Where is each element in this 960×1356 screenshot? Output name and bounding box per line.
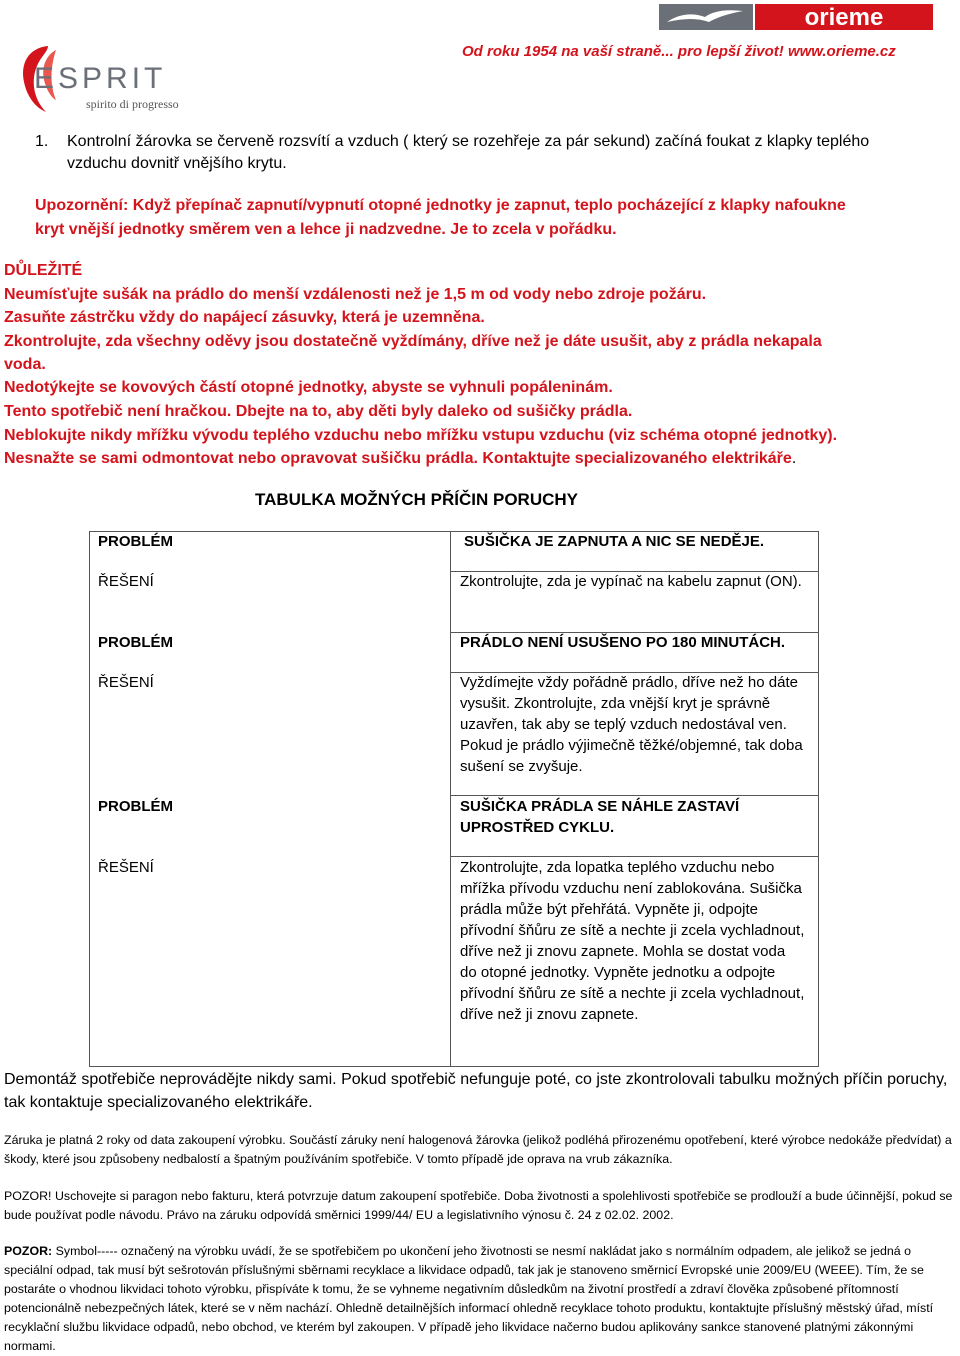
- important-item: Neblokujte nikdy mřížku vývodu teplého vzduchu nebo mřížku vstupu vzduchu (viz schéma otopné jednotky).: [4, 427, 838, 444]
- receipt-note: POZOR! Uschovejte si paragon nebo fakturu, která potvrzuje datum zakoupení spotřebiče. Doba životnosti a spolehlivosti spotřebiče se prodlouží a bude účinnější, pokud se bude používat podle návodu. Právo na záruku odpovídá směrnici 1999/44/ EU a legislativního výnosu č. 24 z 02.02. 2002.: [4, 1189, 953, 1222]
- solution-text: Vyždímejte vždy pořádně prádlo, dříve než ho dáte vysušit. Zkontrolujte, zda vnější kryt je správně uzavřen, tak aby se teplý vzduch nedostával ven. Pokud je prádlo výjimečně těžké/objemné, tak doba sušení se zvyšuje.: [460, 674, 803, 775]
- problem-text: PRÁDLO NENÍ USUŠENO PO 180 MINUTÁCH.: [460, 634, 786, 651]
- step-number: 1.: [35, 133, 49, 150]
- solution-text: Zkontrolujte, zda lopatka teplého vzduchu nebo mřížka přívodu vzduchu není zablokována. Sušička prádla může být přehřátá. Vypněte ji, odpojte přívodní šňůru ze sítě a nechte ji zcela vychladnout, dříve než ji znovu zapnete. Mohla se dostat voda do otopné jednotky. Vypněte jednotku a odpojte přívodní šňůru ze sítě a nechte ji zcela vychladnout, dříve než ji znovu zapnete.: [460, 859, 805, 1023]
- important-item: Tento spotřebič není hračkou. Dbejte na to, aby děti byly daleko od sušičky prádla.: [4, 403, 633, 420]
- warning-line1: Upozornění: Když přepínač zapnutí/vypnutí otopné jednotky je zapnut, teplo pocházející z klapky nafoukne: [35, 197, 846, 214]
- problem-text: SUŠIČKA JE ZAPNUTA A NIC SE NEDĚJE.: [464, 533, 765, 550]
- important-item: Nesnažte se sami odmontovat nebo opravovat sušičku prádla. Kontaktujte specializovaného elektrikáře.: [4, 450, 797, 467]
- step-text-line2: vzduchu dovnitř vnějšího krytu.: [67, 155, 287, 172]
- solution-label: ŘEŠENÍ: [98, 573, 154, 590]
- step-text-line1: Kontrolní žárovka se červeně rozsvítí a vzduch ( který se rozehřeje za pár sekund) začíná foukat z klapky teplého: [67, 133, 870, 150]
- disassembly-note: Demontáž spotřebiče neprovádějte nikdy sami. Pokud spotřebič nefunguje poté, co jste zkontrolovali tabulku možných příčin poruchy, tak kontaktuje specializovaného elektrikáře.: [4, 1071, 948, 1111]
- problem-label: PROBLÉM: [98, 533, 173, 550]
- important-item: voda.: [4, 356, 46, 373]
- important-item: Zkontrolujte, zda všechny oděvy jsou dostatečně vyždímány, dříve než je dáte usušit, aby z prádla nekapala: [4, 333, 822, 350]
- problem-label: PROBLÉM: [98, 798, 173, 815]
- troubleshooting-table: [89, 531, 819, 1067]
- warning-line2: kryt vnější jednotky směrem ven a lehce ji nadzvedne. Je to zcela v pořádku.: [35, 221, 617, 238]
- weee-note: POZOR: Symbol----- označený na výrobku uvádí, že se spotřebičem po ukončení jeho životnosti se nesmí nakládat jako s normálním odpadem, ale jelikož se jedná o speciální odpad, tak musí být sešrotován příslušnými sběrnami recyklace a likvidace odpadů, tak jak je stanoveno směrnicí Evropské unie 2009/EU (WEEE). Tím, že se postaráte o vhodnou likvidaci tohoto výrobku, přispíváte k tomu, že se vyhneme negativním důsledkům na životní prostředí a zdraví člověka způsobené přítomností potencionálně nebezpečných látek, které se v něm nachází. Ohledně detailnějších informací ohledně recyklace tohoto produktu, kontaktujte příslušný městský úřad, místí recyklační službu likvidace odpadů, nebo obchod, ve kterém byl zakoupen. V případě jeho likvidace načerno budou aplikovány sankce stanovené platnými zákonnými normami.: [4, 1244, 934, 1353]
- solution-label: ŘEŠENÍ: [98, 859, 154, 876]
- solution-label: ŘEŠENÍ: [98, 674, 154, 691]
- orieme-wordmark: orieme: [804, 4, 884, 30]
- esprit-logo: [18, 42, 194, 116]
- orieme-logo: [659, 4, 933, 30]
- important-item: Zasuňte zástrčku vždy do napájecí zásuvky, která je uzemněna.: [4, 309, 485, 326]
- solution-text: Zkontrolujte, zda je vypínač na kabelu zapnut (ON).: [460, 573, 802, 590]
- warranty-note: Záruka je platná 2 roky od data zakoupení výrobku. Součástí záruky není halogenová žárovka (jelikož podléhá přirozenému opotřebení, které výrobce nedokáže předvídat) a škody, které jsou způsobeny nedbalostí a špatným používáním spotřebiče. V tomto případě jde oprava na vrub zákazníka.: [4, 1133, 952, 1166]
- important-item: Neumísťujte sušák na prádlo do menší vzdálenosti než je 1,5 m od vody nebo zdroje požáru.: [4, 286, 707, 303]
- important-item: Nedotýkejte se kovových částí otopné jednotky, abyste se vyhnuli popáleninám.: [4, 379, 613, 396]
- esprit-tagline: spirito di progresso: [86, 97, 179, 111]
- header-slogan: Od roku 1954 na vaší straně... pro lepší život! www.orieme.cz: [462, 43, 896, 60]
- problem-label: PROBLÉM: [98, 634, 173, 651]
- table-title: TABULKA MOŽNÝCH PŘÍČIN PORUCHY: [255, 490, 578, 509]
- esprit-wordmark: ESPRIT: [34, 62, 167, 95]
- important-title: DŮLEŽITÉ: [4, 262, 83, 279]
- problem-text: SUŠIČKA PRÁDLA SE NÁHLE ZASTAVÍ UPROSTŘED CYKLU.: [460, 798, 740, 836]
